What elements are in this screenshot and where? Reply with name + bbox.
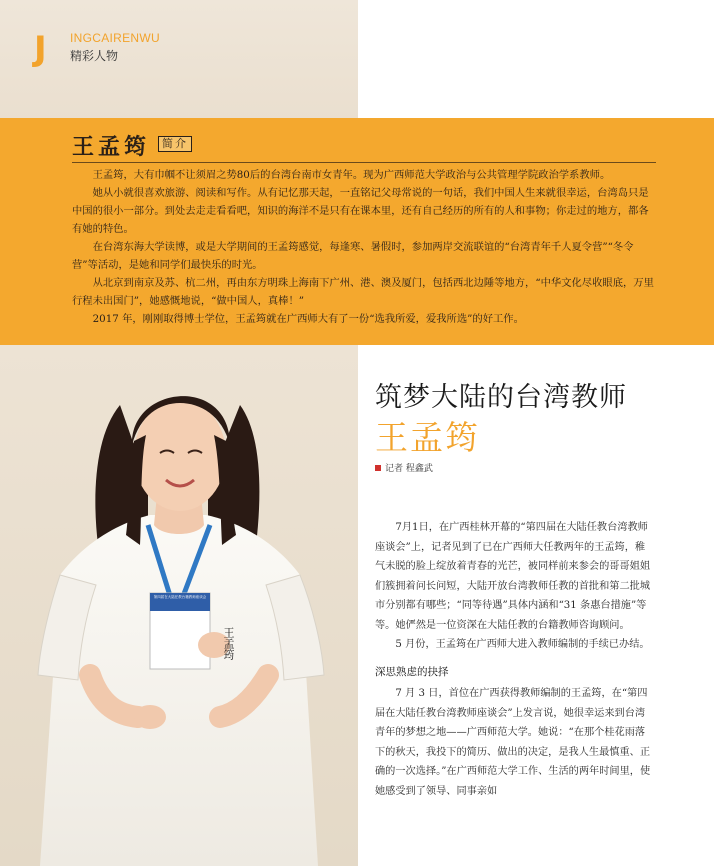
portrait-photo: [0, 345, 358, 866]
article-subject-name: 王孟筠: [375, 418, 480, 457]
header-letter: J: [34, 29, 47, 69]
intro-divider: [72, 162, 656, 163]
badge-header: 第四届在大陆任教台籍教师座谈会: [153, 595, 207, 599]
intro-paragraph: 王孟筠，大有巾帼不让须眉之势80后的台湾台南市女青年。现为广西师范大学政治与公共管理学院政治学系教师。: [92, 169, 611, 181]
byline: [375, 461, 433, 474]
article-paragraph: 5 月份，王孟筠在广西师大进入教师编制的手续已办结。: [395, 639, 650, 650]
portrait-illustration: [0, 345, 358, 866]
article-title: 筑梦大陆的台湾教师: [375, 382, 627, 413]
intro-name: 王孟筠: [72, 134, 151, 160]
intro-paragraph: 她从小就很喜欢旅游、阅读和写作。从有记忆那天起，一直铭记父母常说的一句话，我们中国人生来就很幸运，台湾岛只是中国的很小一部分。到处去走走看看吧，知识的海洋不是只有在课本里，还有自己经历的所有的人和事物；你走过的地方，都各有她的特色。: [72, 187, 649, 235]
article-paragraph: 7 月 3 日，首位在广西获得教师编制的王孟筠，在“第四届在大陆任教台湾教师座谈会”上发言说，她很幸运来到台湾青年的梦想之地——广西师范大学。她说：“在那个桂花雨落下的秋天，我投下的简历、做出的决定，是我人生最慎重、正确的一次选择。”在广西师范大学工作、生活的两年时间里，使她感受到了领导、同事亲如: [375, 688, 651, 797]
article-body: [375, 518, 653, 801]
byline-text: 记者 程鑫武: [385, 464, 433, 474]
intro-panel: [0, 118, 714, 345]
top-backdrop: [0, 0, 358, 120]
header-pinyin: INGCAIRENWU: [70, 31, 160, 45]
badge-name: 王孟筠: [222, 626, 235, 660]
header-title: 精彩人物: [70, 49, 119, 63]
intro-text: [72, 166, 656, 328]
intro-tag: 简介: [158, 136, 192, 152]
intro-paragraph: 从北京到南京及苏、杭二州，再由东方明珠上海南下广州、港、澳及厦门，包括西北边陲等地方，“中华文化尽收眼底，万里行程未出国门”，她感慨地说，“做中国人，真棒！”: [72, 277, 654, 307]
section-heading: 深思熟虑的抉择: [375, 665, 449, 678]
byline-square-icon: [375, 465, 381, 471]
intro-paragraph: 2017 年，刚刚取得博士学位，王孟筠就在广西师大有了一份“选我所爱，爱我所选”的好工作。: [92, 313, 524, 325]
intro-paragraph: 在台湾东海大学读博，或是大学期间的王孟筠感觉，每逢寒、暑假时，参加两岸交流联谊的“台湾青年千人夏令营”“冬令营”等活动，是她和同学们最快乐的时光。: [72, 241, 634, 271]
article-paragraph: 7月1日，在广西桂林开幕的“第四届在大陆任教台湾教师座谈会”上，记者见到了已在广西师大任教两年的王孟筠，稚气未脱的脸上绽放着青春的光芒，被同样前来参会的哥哥姐姐们簇拥着问长问短，大陆开放台湾教师任教的首批和第二批城市分别都有哪些；“同等待遇”具体内涵和“31 条惠台措施”等等。她俨然是一位资深在大陆任教的台籍教师咨询顾问。: [375, 522, 651, 631]
